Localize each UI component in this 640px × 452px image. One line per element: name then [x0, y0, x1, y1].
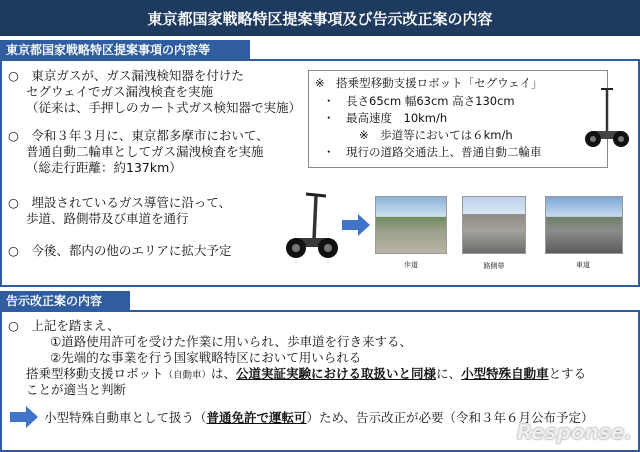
- s2-line4-wa: は、: [211, 366, 237, 381]
- s2-line4-same-as-trial: 公道実証実験における取扱いと同様: [236, 366, 437, 381]
- s2-conclusion-license: 普通免許で運転可: [206, 410, 307, 425]
- item4-line1: ○ 今後、都内の他のエリアに拡大予定: [8, 243, 232, 258]
- item3-line1: ○ 埋設されているガス導管に沿って、: [8, 195, 232, 210]
- s2-line2: ①道路使用許可を受けた作業に用いられ、歩車道を行き来する、: [50, 334, 412, 349]
- item1-line2: セグウェイでガス漏洩検査を実施: [26, 84, 214, 99]
- item1-line3: （従来は、手押しのカート式ガス検知器で実施）: [26, 100, 302, 115]
- s2-line4-robot: 搭乗型移動支援ロボット: [26, 366, 164, 381]
- spec-line1: ※ 搭乗型移動支援ロボット「セグウェイ」: [315, 76, 543, 90]
- section1-header: 東京都国家戦略特区提案事項の内容等: [0, 40, 250, 59]
- item2-line1: ○ 令和３年３月に、東京都多摩市において、: [8, 128, 269, 143]
- spec-line3: ・ 最高速度 10km/h: [323, 111, 448, 125]
- caption-sidewalk: 歩道: [404, 261, 418, 269]
- item3-line2: 歩道、路側帯及び車道を通行: [26, 211, 189, 226]
- segway-spec-box: [308, 70, 608, 168]
- s2-conclusion-c: ）ため、告示改正が必要（令和３年６月公布予定）: [306, 410, 594, 425]
- s2-line3: ②先端的な事業を行う国家戦略特区において用いられる: [50, 350, 362, 365]
- item2-line2: 普通自動二輪車としてガス漏洩検査を実施: [26, 144, 264, 159]
- photo-roadway: [545, 196, 623, 254]
- caption-roadway: 車道: [576, 261, 590, 269]
- s2-line4-tosuru: とする: [548, 366, 587, 381]
- segway-image-small: [583, 85, 631, 155]
- s2-conclusion-a: 小型特殊自動車として扱う（: [44, 410, 207, 425]
- s2-line1: ○ 上記を踏まえ、: [8, 318, 120, 333]
- s2-line4-small-special: 小型特殊自動車: [461, 366, 549, 381]
- s2-line5: ことが適当と判断: [26, 382, 127, 397]
- segway-image: [282, 190, 342, 262]
- photo-roadside-strip: [462, 196, 526, 254]
- response-watermark: Response.: [516, 420, 632, 444]
- right-arrow-icon-2: [10, 406, 40, 428]
- right-arrow-icon: [342, 214, 372, 236]
- s2-conclusion: [44, 410, 594, 426]
- item2-line3: （総走行距離：約137km）: [26, 160, 182, 175]
- caption-roadside-strip: 路側帯: [483, 262, 505, 270]
- spec-line2: ・ 長さ65cm 幅63cm 高さ130cm: [323, 94, 515, 108]
- spec-line4: ※ 歩道等においては６km/h: [359, 128, 513, 142]
- page-title: 東京都国家戦略特区提案事項及び告示改正案の内容: [0, 0, 640, 36]
- s2-line4-ni: に、: [436, 366, 462, 381]
- photo-sidewalk: [375, 196, 447, 254]
- s2-line4-car: （自動車）: [163, 370, 212, 381]
- section2-header: 告示改正案の内容: [0, 291, 130, 310]
- spec-line5: ・ 現行の道路交通法上、普通自動二輪車: [323, 145, 542, 159]
- item1-line1: ○ 東京ガスが、ガス漏洩検知器を付けた: [8, 68, 244, 83]
